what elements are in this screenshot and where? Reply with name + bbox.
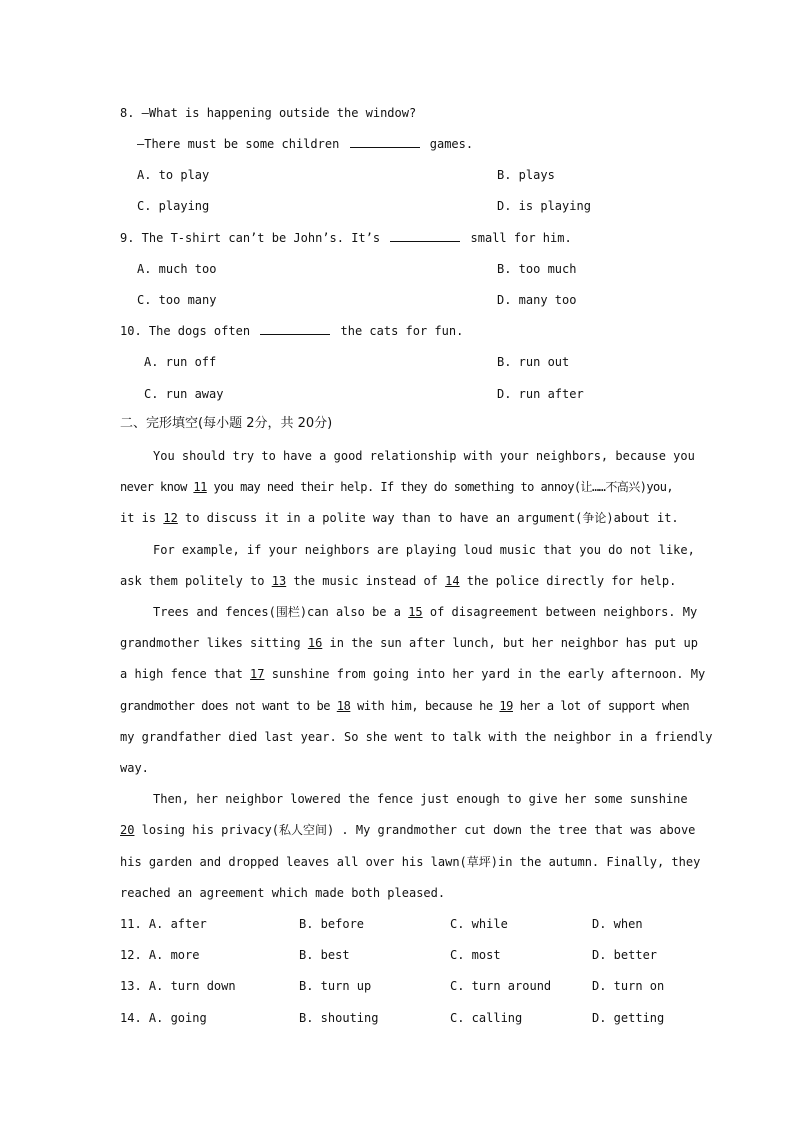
q8-answer-pre: —There must be some children bbox=[137, 137, 347, 151]
passage-p4-line4: reached an agreement which made both pleased. bbox=[120, 886, 446, 900]
blank-number-18: 18 bbox=[336, 699, 351, 713]
blank-number-13: 13 bbox=[271, 574, 287, 588]
text-seg: in the sun after lunch, but her neighbor has put up bbox=[322, 636, 698, 650]
text-seg: grandmother does not want to be bbox=[120, 699, 337, 713]
q10-post: the cats for fun. bbox=[333, 324, 464, 338]
answer-13-b: B. turn up bbox=[299, 979, 372, 993]
q8-option-a: A. to play bbox=[137, 168, 210, 182]
blank-number-19: 19 bbox=[499, 699, 513, 713]
passage-p3-line5: my grandfather died last year. So she went to talk with the neighbor in a friendly bbox=[120, 730, 713, 744]
q10-blank bbox=[260, 324, 330, 335]
blank-number-11: 11 bbox=[193, 480, 207, 494]
text-seg: to discuss it in a polite way than to have an argument(争论)about it. bbox=[177, 511, 679, 525]
text-seg: grandmother likes sitting bbox=[120, 636, 308, 650]
q9-option-b: B. too much bbox=[497, 262, 577, 276]
passage-p1-line3 bbox=[120, 510, 679, 526]
q10-option-c: C. run away bbox=[144, 387, 224, 401]
q8-blank bbox=[350, 137, 420, 148]
passage-p4-line1: Then, her neighbor lowered the fence just enough to give her some sunshine bbox=[153, 792, 688, 806]
q9-option-d: D. many too bbox=[497, 293, 577, 307]
q9-option-a: A. much too bbox=[137, 262, 217, 276]
passage-p3-line6: way. bbox=[120, 761, 149, 775]
text-seg: you may need their help. If they do something to annoy(让……不高兴)you, bbox=[206, 480, 674, 494]
text-seg: losing his privacy(私人空间) . My grandmother cut down the tree that was above bbox=[134, 823, 696, 837]
text-seg: it is bbox=[120, 511, 164, 525]
q8-answer-line bbox=[137, 136, 473, 152]
q9-question bbox=[120, 230, 572, 246]
passage-p3-line4 bbox=[120, 698, 689, 714]
passage-p1-line2 bbox=[120, 479, 673, 495]
answer-12-b: B. best bbox=[299, 948, 350, 962]
answer-11-a: 11. A. after bbox=[120, 917, 207, 931]
text-seg: the police directly for help. bbox=[459, 574, 677, 588]
blank-number-12: 12 bbox=[163, 511, 178, 525]
q9-blank bbox=[390, 231, 460, 242]
answer-14-d: D. getting bbox=[592, 1011, 665, 1025]
answer-13-d: D. turn on bbox=[592, 979, 665, 993]
blank-number-20: 20 bbox=[120, 823, 135, 837]
answer-14-a: 14. A. going bbox=[120, 1011, 207, 1025]
passage-p3-line3 bbox=[120, 666, 705, 682]
text-seg: never know bbox=[120, 480, 194, 494]
answer-11-c: C. while bbox=[450, 917, 508, 931]
answer-13-c: C. turn around bbox=[450, 979, 552, 993]
text-seg: her a lot of support when bbox=[512, 699, 690, 713]
answer-12-a: 12. A. more bbox=[120, 948, 200, 962]
section-2-title: 二、完形填空(每小题 2分，共 20分) bbox=[120, 416, 333, 431]
text-seg: sunshine from going into her yard in the early afternoon. My bbox=[264, 667, 706, 681]
q10-option-d: D. run after bbox=[497, 387, 584, 401]
answer-14-b: B. shouting bbox=[299, 1011, 379, 1025]
q10-option-a: A. run off bbox=[144, 355, 217, 369]
text-seg: Trees and fences(围栏)can also be a bbox=[153, 605, 409, 619]
passage-p1-line1: You should try to have a good relationship with your neighbors, because you bbox=[153, 449, 695, 463]
answer-12-d: D. better bbox=[592, 948, 658, 962]
q10-pre: 10. The dogs often bbox=[120, 324, 258, 338]
answer-12-c: C. most bbox=[450, 948, 501, 962]
q9-option-c: C. too many bbox=[137, 293, 217, 307]
q8-option-d: D. is playing bbox=[497, 199, 591, 213]
passage-p2-line1: For example, if your neighbors are playing loud music that you do not like, bbox=[153, 543, 695, 557]
text-seg: the music instead of bbox=[286, 574, 446, 588]
passage-p3-line2 bbox=[120, 635, 698, 651]
blank-number-16: 16 bbox=[307, 636, 323, 650]
passage-p3-line1 bbox=[153, 604, 697, 620]
passage-p4-line2 bbox=[120, 822, 695, 838]
answer-14-c: C. calling bbox=[450, 1011, 523, 1025]
blank-number-15: 15 bbox=[408, 605, 423, 619]
text-seg: of disagreement between neighbors. My bbox=[422, 605, 698, 619]
blank-number-17: 17 bbox=[250, 667, 265, 681]
answer-11-b: B. before bbox=[299, 917, 365, 931]
q8-option-c: C. playing bbox=[137, 199, 210, 213]
q8-question: 8. —What is happening outside the window? bbox=[120, 106, 417, 120]
q8-option-b: B. plays bbox=[497, 168, 555, 182]
q10-question bbox=[120, 323, 463, 339]
passage-p2-line2 bbox=[120, 573, 676, 589]
answer-13-a: 13. A. turn down bbox=[120, 979, 236, 993]
q10-option-b: B. run out bbox=[497, 355, 570, 369]
text-seg: a high fence that bbox=[120, 667, 251, 681]
blank-number-14: 14 bbox=[445, 574, 460, 588]
q8-answer-post: games. bbox=[422, 137, 474, 151]
passage-p4-line3: his garden and dropped leaves all over his lawn(草坪)in the autumn. Finally, they bbox=[120, 855, 701, 869]
text-seg: with him, because he bbox=[350, 699, 500, 713]
q9-post: small for him. bbox=[463, 231, 572, 245]
q9-pre: 9. The T-shirt can’t be John’s. It’s bbox=[120, 231, 388, 245]
text-seg: ask them politely to bbox=[120, 574, 272, 588]
answer-11-d: D. when bbox=[592, 917, 643, 931]
